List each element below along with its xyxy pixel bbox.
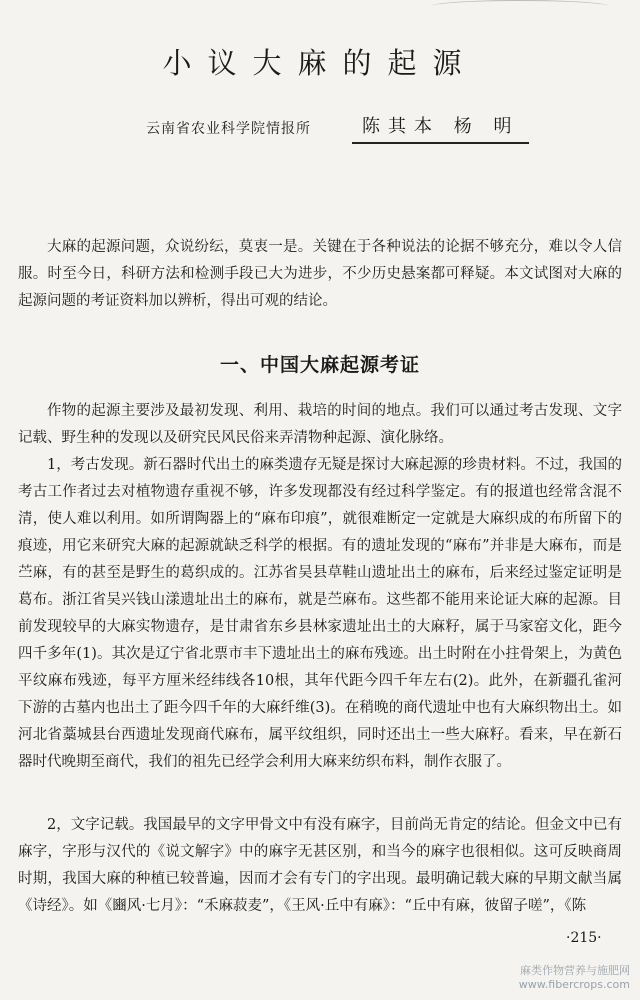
author-names: 陈其本 杨 明 [352, 112, 529, 144]
body-paragraph-archaeology: 1，考古发现。新石器时代出土的麻类遗存无疑是探讨大麻起源的珍贵材料。不过，我国的考古工作者过去对植物遗存重视不够，许多发现都没有经过科学鉴定。有的报道也经常含混不清，使人难以利用。如所谓陶器上的“麻布印痕”，就很难断定一定就是大麻织成的布所留下的痕迹，用它来研究大麻的起源就缺乏科学的根据。有的遗址发现的“麻布”并非是大麻布，而是苎麻，有的甚至是野生的葛织成的。江苏省吴县草鞋山遗址出土的麻布，后来经过鉴定证明是葛布。浙江省吴兴钱山漾遗址出土的麻布，就是苎麻布。这些都不能用来论证大麻的起源。目前发现较早的大麻实物遗存，是甘肃省东乡县林家遗址出土的大麻籽，属于马家窑文化，距今四千多年(1)。其次是辽宁省北票市丰下遗址出土的麻布残迹。出土时附在小拄骨架上，为黄色平纹麻布残迹，每平方厘米经纬线各10根，其年代距今四千年左右(2)。此外，在新疆孔雀河下游的古墓内也出土了距今四千年的大麻纤维(3)。在稍晚的商代遗址中也有大麻织物出土。如河北省藁城县台西遗址发现商代麻布，属平纹组织，同时还出土一些大麻籽。看来，早在新石器时代晚期至商代，我们的祖先已经学会利用大麻来纺织布料，制作衣服了。 [18, 457, 622, 770]
page-number: ·215· [566, 930, 602, 946]
site-watermark [519, 964, 630, 992]
watermark-line-1: 麻类作物营养与施肥网 [520, 964, 630, 977]
abstract-paragraph: 大麻的起源问题，众说纷纭，莫衷一是。关键在于各种说法的论据不够充分，难以令人信服。时至今日，科研方法和检测手段已大为进步，不少历史悬案都可释疑。本文试图对大麻的起源问题的考证资料加以辨析，得出可观的结论。 [18, 239, 622, 309]
section-heading: 一、中国大麻起源考证 [219, 353, 420, 376]
watermark-line-2: www.fibercrops.com [518, 978, 630, 991]
author-affiliation: 云南省农业科学院情报所 [146, 121, 311, 137]
scan-artifact [430, 0, 610, 13]
body-paragraph-text-records: 2，文字记载。我国最早的文字甲骨文中有没有麻字，目前尚无肯定的结论。但金文中已有麻字，字形与汉代的《说文解字》中的麻字无甚区别，和当今的麻字也很相似。这可反映商周时期，我国大麻的种植已较普遍，因而才会有专门的字出现。最明确记载大麻的早期文献当属《诗经》。如《豳风·七月》：“禾麻菽麦”，《王风·丘中有麻》：“丘中有麻，彼留子嗟”，《陈 [18, 817, 622, 914]
body-paragraph-intro: 作物的起源主要涉及最初发现、利用、栽培的时间的地点。我们可以通过考古发现、文字记载、野生种的发现以及研究民风民俗来弄清物种起源、演化脉络。 [18, 403, 622, 446]
article-title: 小议大麻的起源 [162, 46, 478, 81]
